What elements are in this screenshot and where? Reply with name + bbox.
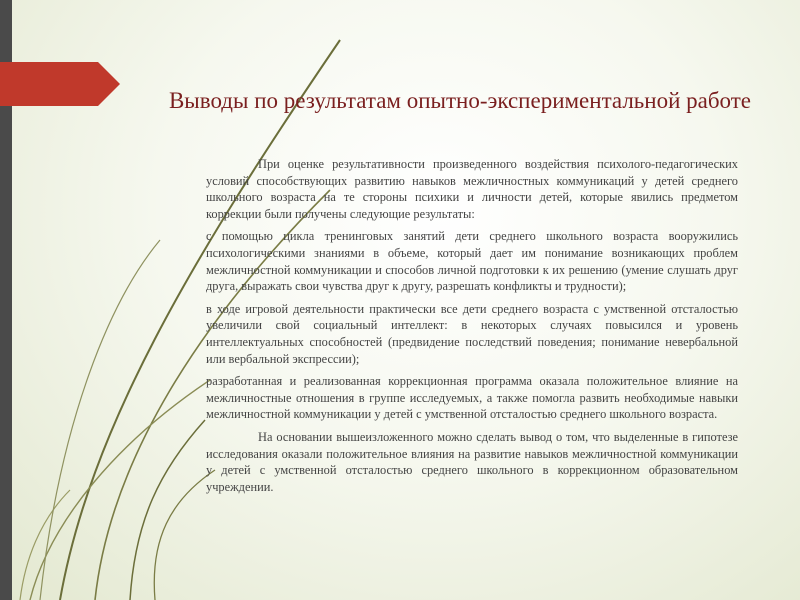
bullet-item-3: [176, 373, 738, 423]
bullet-text-3: разработанная и реализованная коррекционная программа оказала положительное влияние на межличностные отношения в группе исследуемых, а также помогла развить необходимые навыки межличностной коммуникации у детей с умственной отсталостью среднего школьного возраста.: [206, 374, 738, 422]
intro-paragraph: При оценке результативности произведенного воздействия психолого-педагогических условий способствующих развитию навыков межличностных коммуникаций у детей среднего школьного возраста на те стороны психики и личности детей, которые явились предметом коррекции были получены следующие результаты:: [206, 157, 738, 221]
conclusion-paragraph: На основании вышеизложенного можно сделать вывод о том, что выделенные в гипотезе исследования оказали положительное влияния на развитие навыков межличностной коммуникации у детей с умственной отсталостью среднего школьного в коррекционном образовательном учреждении.: [206, 429, 738, 494]
bullet-item-1: [176, 228, 738, 294]
slide-title: Выводы по результатам опытно-экспериментальной работе: [168, 88, 752, 113]
slide-content: [176, 156, 738, 501]
bullet-text-1: с помощью цикла тренинговых занятий дети среднего школьного возраста вооружились психологическими знаниями в объеме, который дает им понимание возникающих проблем межличностной коммуникации и способов личной подготовки к их решению (умение слушать друг друга, выражать свои чувства друг к другу, разрешать конфликты и трудности);: [206, 229, 738, 294]
bullet-item-2: [176, 301, 738, 367]
title-accent-flag: [0, 62, 120, 106]
bullet-text-2: в ходе игровой деятельности практически все дети среднего возраста с умственной отсталостью увеличили свой социальный интеллект: в некоторых случаях повысился и уровень интеллектуальных способностей (предвидение последствий поведения; понимание невербальной или вербальной экспрессии);: [206, 301, 738, 366]
